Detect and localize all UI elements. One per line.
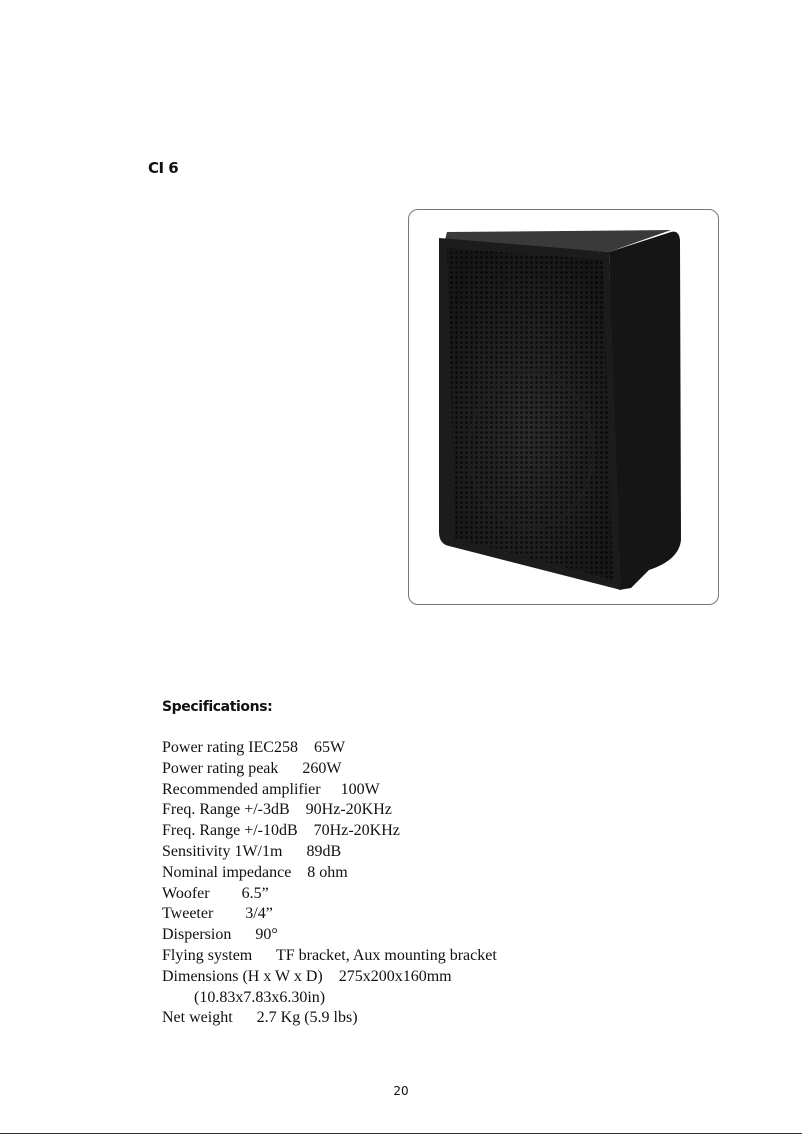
product-title: CI 6 [148,159,179,177]
specifications-heading: Specifications: [162,699,273,715]
spec-line: Nominal impedance 8 ohm [162,863,348,881]
page-bottom-rule [0,1133,802,1134]
spec-line: Recommended amplifier 100W [162,780,380,798]
spec-line: Dispersion 90° [162,926,278,944]
spec-line: Woofer 6.5” [162,884,269,902]
page-number: 20 [393,1084,409,1098]
spec-line: Flying system TF bracket, Aux mounting bracket [162,946,497,964]
spec-line: Freq. Range +/-3dB 90Hz-20KHz [162,801,392,819]
specifications-list [162,738,497,1029]
spec-line: Dimensions (H x W x D) 275x200x160mm [162,967,452,985]
spec-line: (10.83x7.83x6.30in) [162,988,326,1006]
spec-line: Freq. Range +/-10dB 70Hz-20KHz [162,822,400,840]
spec-line: Power rating IEC258 65W [162,739,346,756]
speaker-image [408,209,719,605]
spec-line: Net weight 2.7 Kg (5.9 lbs) [162,1009,358,1027]
spec-line: Power rating peak 260W [162,759,342,777]
spec-line: Sensitivity 1W/1m 89dB [162,842,342,860]
spec-line: Tweeter 3/4” [162,905,273,923]
